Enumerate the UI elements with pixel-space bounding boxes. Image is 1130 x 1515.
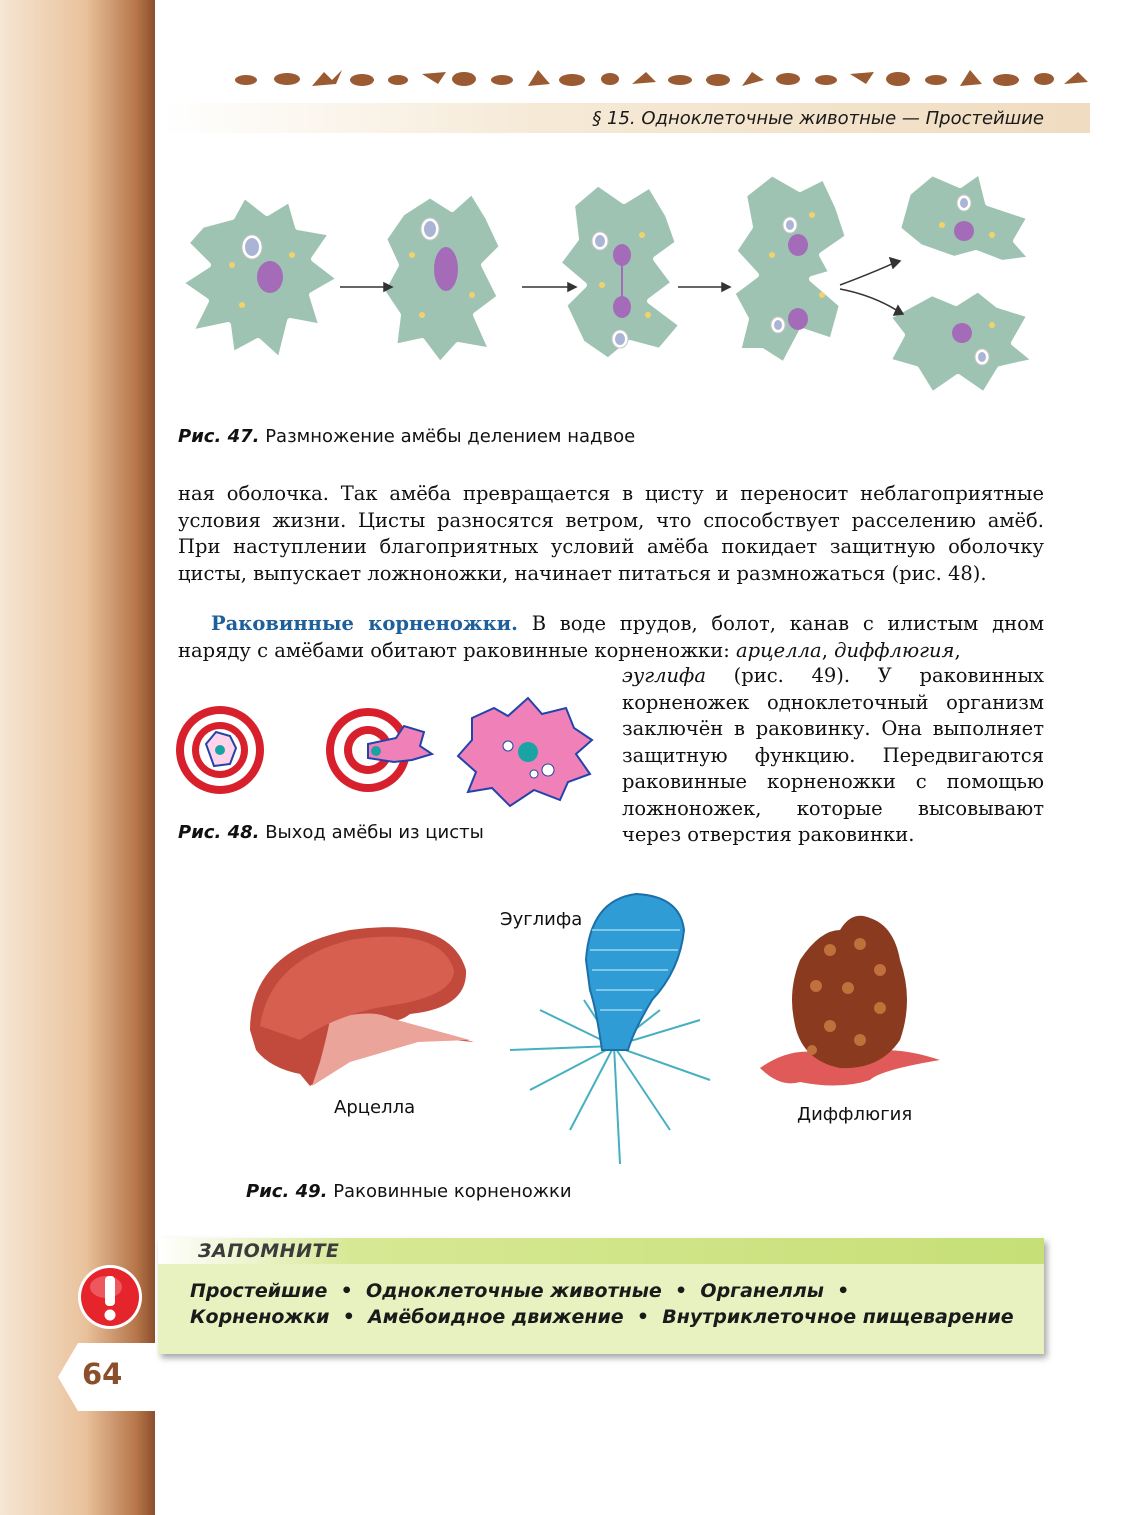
arcella-illustration [250,927,474,1086]
term-arcella: арцелла [735,638,822,662]
figure-49-shelled-rhizopods [240,890,980,1170]
remember-terms-line-2: Корненожки • Амёбоидное движение • Внутриклеточное пищеварение [190,1306,1014,1328]
paragraph-text: (рис. 49). У раковинных корненожек одноклеточный организм заключён в раковинку. Она выполняет защитную функцию. Передвигаются раковинные корненожки с помощью ложноножек, которые высовывают через отверстия раковинки. [622,664,1044,846]
separator: , [954,638,961,662]
term-difflugia: диффлюгия [834,638,955,662]
paragraph-text: В воде прудов, болот, канав с илистым дном наряду с амёбами обитают раковинные корненожки: [178,612,1044,662]
figure-49-caption [246,1181,572,1202]
paragraph-cyst: ная оболочка. Так амёба превращается в цисту и переносит неблагоприятные условия жизни. Цисты разносятся ветром, что способствует расселению амёб. При наступлении благоприятных условий амёба покидает защитную оболочку цисты, выпускает ложноножки, начинает питаться и размножаться (рис. 48). [178,482,1044,585]
figure-49-label: Рис. 49. [246,1181,328,1202]
figure-47-caption-text: Размножение амёбы делением надвое [265,426,636,447]
separator: , [821,638,835,662]
page-number: 64 [82,1357,123,1391]
label-difflugia: Диффлюгия [797,1104,913,1125]
label-arcella: Арцелла [334,1097,416,1118]
figure-48-caption [178,822,484,843]
term-euglypha: эуглифа [622,664,706,687]
figure-48-caption-text: Выход амёбы из цисты [265,822,484,843]
exclamation-icon [76,1263,144,1331]
figure-47-caption [178,426,635,447]
animal-silhouettes-decoration [232,66,1090,92]
figure-48-label: Рис. 48. [178,822,260,843]
remember-terms-line-1: Простейшие • Одноклеточные животные • Органеллы • [190,1280,850,1302]
section-header-bar [160,103,1090,133]
remember-box [158,1238,1044,1354]
section-title: § 15. Одноклеточные животные — Простейшие [592,108,1044,129]
term-shelled-rhizopods: Раковинные корненожки. [211,612,518,635]
figure-47-label: Рис. 47. [178,426,260,447]
paragraph-shelled-rhizopods [178,611,1044,664]
figure-49-caption-text: Раковинные корненожки [333,1181,572,1202]
figure-48-amoeba-leaving-cyst [172,688,602,813]
paragraph-shell-function [622,663,1044,849]
figure-47-amoeba-division [172,155,1052,415]
difflugia-illustration [760,916,940,1086]
remember-title: ЗАПОМНИТЕ [198,1240,340,1262]
label-euglypha: Эуглифа [500,909,583,930]
